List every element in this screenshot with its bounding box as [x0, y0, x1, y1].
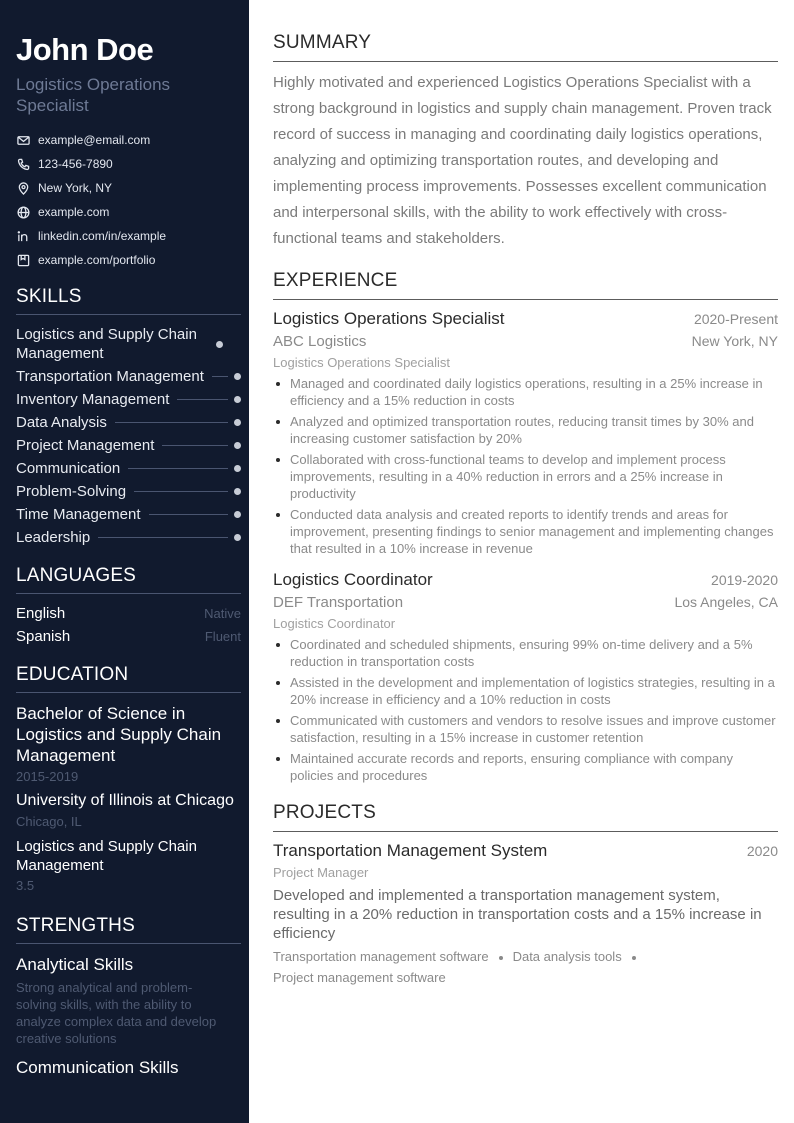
job-bullet: Coordinated and scheduled shipments, ensuring 99% on-time delivery and a 5% reduction in transportation costs — [273, 636, 778, 670]
skill-divider — [149, 514, 229, 515]
skill-level-dot — [234, 396, 241, 403]
skill-item — [16, 436, 241, 455]
summary-section — [273, 32, 778, 252]
education-heading: EDUCATION — [16, 664, 241, 693]
contact-linkedin-text: linkedin.com/in/example — [38, 229, 167, 243]
phone-icon — [16, 157, 30, 171]
tag-separator-dot — [632, 956, 636, 960]
project-tag: Project management software — [273, 970, 446, 985]
globe-icon — [16, 205, 30, 219]
job-bullet: Conducted data analysis and created reports to identify trends and areas for improvement, presenting findings to senior management and implementing changes that resulted in a 10% increase in revenue — [273, 506, 778, 557]
skill-label: Time Management — [16, 506, 141, 523]
skill-item — [16, 390, 241, 409]
languages-heading: LANGUAGES — [16, 565, 241, 594]
skill-divider — [115, 422, 228, 423]
linkedin-icon — [16, 229, 30, 243]
projects-section — [273, 802, 778, 988]
education-location: Chicago, IL — [16, 814, 82, 829]
skill-item — [16, 459, 241, 478]
summary-text: Highly motivated and experienced Logistics Operations Specialist with a strong background in logistics and supply chain management. Proven track record of success in managing and coordinating daily logistics operations, analyzing and optimizing transportation routes, and developing and implementing process improvements. Possesses excellent communication and interpersonal skills, with the ability to work effectively with cross-functional teams and stakeholders. — [273, 74, 772, 247]
contact-email[interactable] — [16, 128, 241, 152]
education-degree: Bachelor of Science in Logistics and Supply Chain Management — [16, 704, 222, 765]
strengths-list — [16, 954, 241, 1078]
project-tags — [273, 946, 778, 988]
language-item — [16, 627, 241, 646]
skill-item — [16, 505, 241, 524]
job-dates: 2019-2020 — [711, 572, 778, 588]
contact-phone-text: 123-456-7890 — [38, 157, 113, 171]
sidebar — [0, 0, 249, 1123]
experience-entry — [273, 569, 778, 784]
main-content — [273, 0, 778, 988]
candidate-title: Logistics Operations Specialist — [16, 75, 171, 115]
skill-level-dot — [234, 419, 241, 426]
skill-label: Problem-Solving — [16, 483, 127, 500]
projects-heading: PROJECTS — [273, 802, 778, 832]
project-tag: Data analysis tools — [512, 949, 622, 964]
language-level: Native — [204, 606, 241, 621]
skills-heading: SKILLS — [16, 286, 241, 315]
contact-location — [16, 176, 241, 200]
skill-level-dot — [234, 442, 241, 449]
job-role: Logistics Coordinator — [273, 616, 396, 631]
job-bullet: Assisted in the development and implementation of logistics strategies, resulting in a 20% increase in efficiency and a 10% reduction in costs — [273, 674, 778, 708]
skill-label: Project Management — [16, 437, 155, 454]
job-bullet: Collaborated with cross-functional teams to develop and implement process improvements, resulting in a 40% reduction in errors and a 25% increase in productivity — [273, 451, 778, 502]
project-description: Developed and implemented a transportation management system, resulting in a 20% reduction in transportation costs and a 15% increase in efficiency — [273, 887, 762, 942]
contact-portfolio[interactable] — [16, 248, 241, 272]
languages-list — [16, 604, 241, 646]
strength-description: Strong analytical and problem-solving skills, with the ability to analyze complex data and develop creative solutions — [16, 980, 217, 1046]
portfolio-icon — [16, 253, 30, 267]
project-date: 2020 — [746, 843, 778, 859]
strengths-heading: STRENGTHS — [16, 915, 241, 944]
skill-item — [16, 528, 241, 547]
job-role: Logistics Operations Specialist — [273, 355, 451, 370]
education-gpa: 3.5 — [16, 878, 35, 893]
skills-list — [16, 325, 241, 547]
skill-level-dot — [216, 341, 223, 348]
project-title: Transportation Management System — [273, 841, 548, 860]
skill-divider — [98, 537, 228, 538]
skill-label: Leadership — [16, 529, 91, 546]
language-name: Spanish — [16, 628, 71, 645]
education-field: Logistics and Supply Chain Management — [16, 838, 197, 874]
job-bullets — [273, 636, 778, 784]
contact-portfolio-text: example.com/portfolio — [38, 253, 156, 267]
education-dates: 2015-2019 — [16, 769, 79, 784]
skill-level-dot — [234, 465, 241, 472]
contact-list — [16, 128, 241, 272]
job-company: ABC Logistics — [273, 333, 367, 350]
contact-phone[interactable] — [16, 152, 241, 176]
location-pin-icon — [16, 181, 30, 195]
skill-level-dot — [234, 534, 241, 541]
skill-divider — [212, 376, 228, 377]
email-icon — [16, 133, 30, 147]
skill-label: Data Analysis — [16, 414, 107, 431]
experience-entry — [273, 308, 778, 557]
project-entry — [273, 840, 778, 988]
skill-divider — [134, 491, 228, 492]
skill-divider — [128, 468, 228, 469]
skill-divider — [177, 399, 228, 400]
job-bullet: Managed and coordinated daily logistics operations, resulting in a 25% increase in efficiency and a 15% reduction in costs — [273, 375, 778, 409]
skill-item — [16, 367, 241, 386]
contact-email-text: example@email.com — [38, 133, 151, 147]
contact-linkedin[interactable] — [16, 224, 241, 248]
job-bullet: Maintained accurate records and reports, ensuring compliance with company policies and procedures — [273, 750, 778, 784]
language-level: Fluent — [204, 629, 241, 644]
summary-heading: SUMMARY — [273, 32, 778, 62]
job-dates: 2020-Present — [693, 311, 778, 327]
skill-label: Logistics and Supply Chain Management — [16, 326, 197, 362]
skill-level-dot — [234, 511, 241, 518]
project-tag: Transportation management software — [273, 949, 489, 964]
experience-heading: EXPERIENCE — [273, 270, 778, 300]
strength-title: Analytical Skills — [16, 955, 134, 974]
job-company: DEF Transportation — [273, 594, 404, 611]
project-role: Project Manager — [273, 865, 369, 880]
education-entry — [16, 703, 241, 895]
experience-section — [273, 270, 778, 784]
education-school: University of Illinois at Chicago — [16, 792, 234, 809]
skill-label: Communication — [16, 460, 121, 477]
skill-item — [16, 413, 241, 432]
job-bullets — [273, 375, 778, 557]
skill-divider — [162, 445, 228, 446]
strength-title: Communication Skills — [16, 1058, 179, 1077]
job-location: New York, NY — [691, 333, 778, 349]
skill-item — [16, 325, 241, 363]
job-location: Los Angeles, CA — [674, 594, 778, 610]
skill-level-dot — [234, 373, 241, 380]
skill-label: Transportation Management — [16, 368, 204, 385]
skill-label: Inventory Management — [16, 391, 170, 408]
tag-separator-dot — [499, 956, 503, 960]
language-item — [16, 604, 241, 623]
skill-item — [16, 482, 241, 501]
contact-website-text: example.com — [38, 205, 110, 219]
skill-level-dot — [234, 488, 241, 495]
job-bullet: Communicated with customers and vendors to resolve issues and improve customer satisfaction, resulting in a 15% increase in customer retention — [273, 712, 778, 746]
language-name: English — [16, 605, 66, 622]
candidate-name: John Doe — [16, 32, 154, 67]
contact-website[interactable] — [16, 200, 241, 224]
job-title: Logistics Coordinator — [273, 570, 433, 589]
contact-location-text: New York, NY — [38, 181, 113, 195]
job-title: Logistics Operations Specialist — [273, 309, 505, 328]
job-bullet: Analyzed and optimized transportation routes, reducing transit times by 30% and increasing customer satisfaction by 20% — [273, 413, 778, 447]
